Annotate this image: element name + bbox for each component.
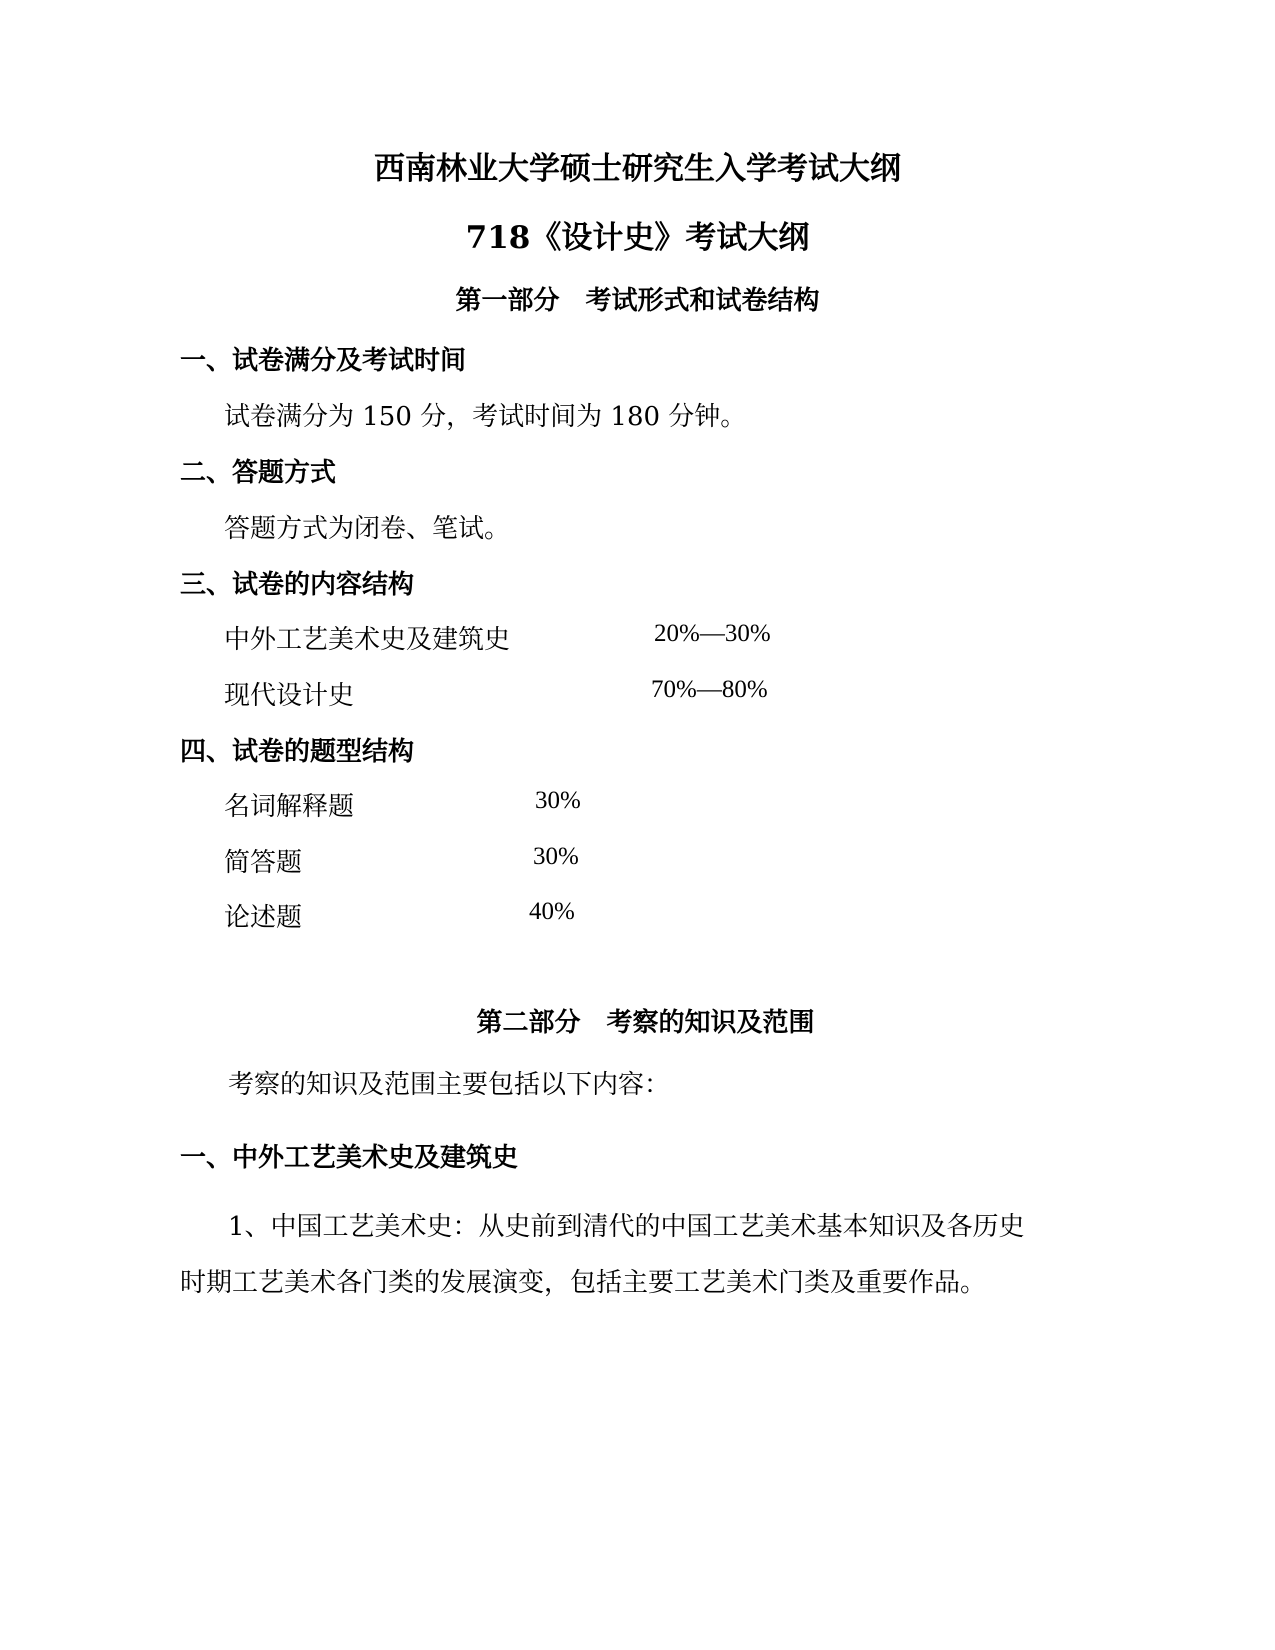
content-structure-value: 20%—30% (654, 620, 771, 647)
section-two-heading: 二、答题方式 (180, 458, 337, 488)
document-subtitle: 718《设计史》考试大纲 (465, 220, 810, 256)
question-type-label: 论述题 (224, 903, 303, 933)
section-one-text: 试卷满分为 150 分，考试时间为 180 分钟。 (224, 402, 747, 432)
content-structure-label: 中外工艺美术史及建筑史 (224, 625, 511, 655)
section-three-heading: 三、试卷的内容结构 (180, 570, 415, 600)
question-type-label: 简答题 (224, 848, 303, 878)
part-two-section-one-paragraph: 1、中国工艺美术史：从史前到清代的中国工艺美术基本知识及各历史时期工艺美术各门类的发展演变，包括主要工艺美术门类及重要作品。 (180, 1212, 1025, 1298)
part-one-heading: 第一部分 考试形式和试卷结构 (455, 286, 820, 316)
section-one-heading: 一、试卷满分及考试时间 (180, 346, 467, 376)
question-type-label: 名词解释题 (224, 792, 355, 822)
content-structure-label: 现代设计史 (224, 681, 355, 711)
part-two-heading: 第二部分 考察的知识及范围 (476, 1008, 815, 1038)
content-structure-value: 70%—80% (651, 676, 768, 703)
section-two-text: 答题方式为闭卷、笔试。 (224, 514, 511, 544)
part-two-intro: 考察的知识及范围主要包括以下内容： (228, 1070, 671, 1100)
section-four-heading: 四、试卷的题型结构 (180, 737, 415, 767)
question-type-value: 30% (533, 843, 579, 870)
document-title: 西南林业大学硕士研究生入学考试大纲 (374, 151, 901, 187)
question-type-value: 40% (529, 898, 575, 925)
question-type-value: 30% (535, 787, 581, 814)
part-two-section-one-heading: 一、中外工艺美术史及建筑史 (180, 1143, 519, 1173)
